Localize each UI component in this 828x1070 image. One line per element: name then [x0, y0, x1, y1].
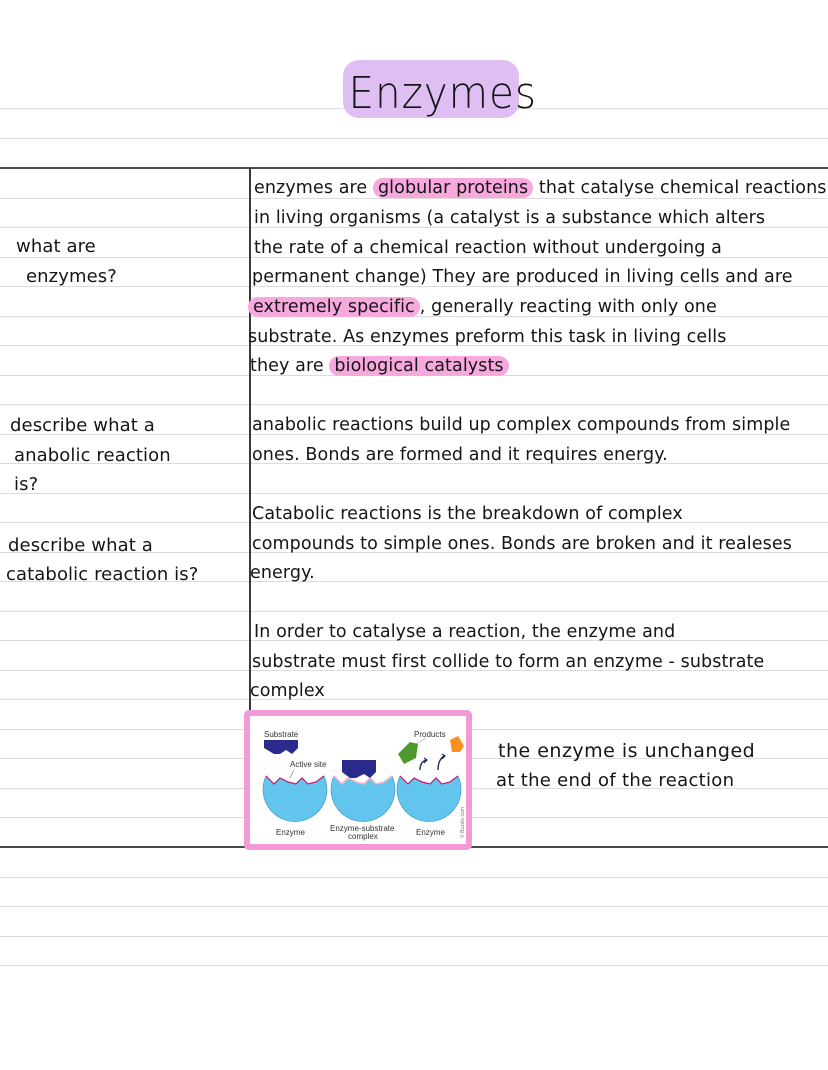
ruled-line: [0, 699, 828, 700]
label-active-site: Active site: [290, 760, 327, 769]
ruled-line: [0, 493, 828, 494]
ruled-line: [0, 877, 828, 878]
answer-enzymes-line4: permanent change) They are produced in living cells and are: [252, 267, 793, 287]
label-substrate: Substrate: [264, 730, 299, 739]
answer-collision-line2: substrate must first collide to form an enzyme - substrate: [252, 652, 765, 672]
label-copyright: © Buzzle.com: [460, 807, 466, 838]
label-enzyme-right: Enzyme: [416, 828, 445, 837]
question-catabolic-line2: catabolic reaction is?: [6, 564, 199, 585]
ruled-line: [0, 611, 828, 612]
question-anabolic-line3: is?: [14, 474, 39, 495]
question-anabolic-line1: describe what a: [10, 415, 155, 436]
ruled-line: [0, 404, 828, 405]
enzyme-shape-left: [263, 776, 327, 822]
ruled-line: [0, 198, 828, 199]
answer-catabolic-line2: compounds to simple ones. Bonds are broken and it realeses: [252, 534, 792, 554]
label-complex-line1: Enzyme-substrate: [330, 824, 395, 833]
answer-enzymes-line2: in living organisms (a catalyst is a substance which alters: [254, 208, 766, 228]
highlight-extremely-specific: extremely specific: [248, 297, 420, 317]
answer-catabolic-line3: energy.: [250, 563, 315, 583]
answer-collision-line1: In order to catalyse a reaction, the enzyme and: [254, 622, 676, 642]
substrate-shape: [264, 740, 298, 754]
question-catabolic-line1: describe what a: [8, 535, 153, 556]
answer-unchanged-line1: the enzyme is unchanged: [498, 740, 756, 762]
question-enzymes-line2: enzymes?: [26, 266, 117, 287]
answer-enzymes-line1: [254, 178, 827, 198]
enzyme-diagram: [244, 710, 472, 850]
table-top-border: [0, 167, 828, 169]
ruled-line: [0, 965, 828, 966]
question-enzymes-line1: what are: [16, 236, 96, 257]
answer-catabolic-line1: Catabolic reactions is the breakdown of complex: [252, 504, 683, 524]
answer-text: enzymes are: [254, 178, 373, 198]
page-title-block: [343, 58, 560, 128]
ruled-line: [0, 936, 828, 937]
highlight-globular-proteins: globular proteins: [373, 178, 533, 198]
answer-enzymes-line3: the rate of a chemical reaction without undergoing a: [254, 238, 722, 258]
page-title: Enzymes: [348, 67, 537, 119]
question-anabolic-line2: anabolic reaction: [14, 445, 171, 466]
label-complex-line2: complex: [348, 832, 378, 841]
answer-text: they are: [250, 356, 330, 376]
answer-anabolic-line2: ones. Bonds are formed and it requires energy.: [252, 445, 668, 465]
answer-enzymes-line6: substrate. As enzymes preform this task in living cells: [248, 327, 727, 347]
highlight-biological-catalysts: biological catalysts: [329, 356, 508, 376]
answer-unchanged-line2: at the end of the reaction: [496, 770, 735, 791]
answer-enzymes-line5: [248, 297, 717, 317]
label-products: Products: [414, 730, 446, 739]
enzyme-substrate-complex-shape: [331, 760, 395, 822]
ruled-line: [0, 906, 828, 907]
product-orange-shape: [450, 736, 464, 752]
answer-text: that catalyse chemical reactions: [533, 178, 827, 198]
ruled-line: [0, 138, 828, 139]
active-site-pointer: [290, 770, 294, 778]
label-enzyme-left: Enzyme: [276, 828, 305, 837]
answer-text: , generally reacting with only one: [419, 297, 717, 317]
answer-collision-line3: complex: [250, 681, 325, 701]
answer-enzymes-line7: [250, 356, 509, 376]
enzyme-shape-right: [397, 776, 461, 822]
product-green-shape: [398, 742, 418, 764]
answer-anabolic-line1: anabolic reactions build up complex compounds from simple: [252, 415, 791, 435]
